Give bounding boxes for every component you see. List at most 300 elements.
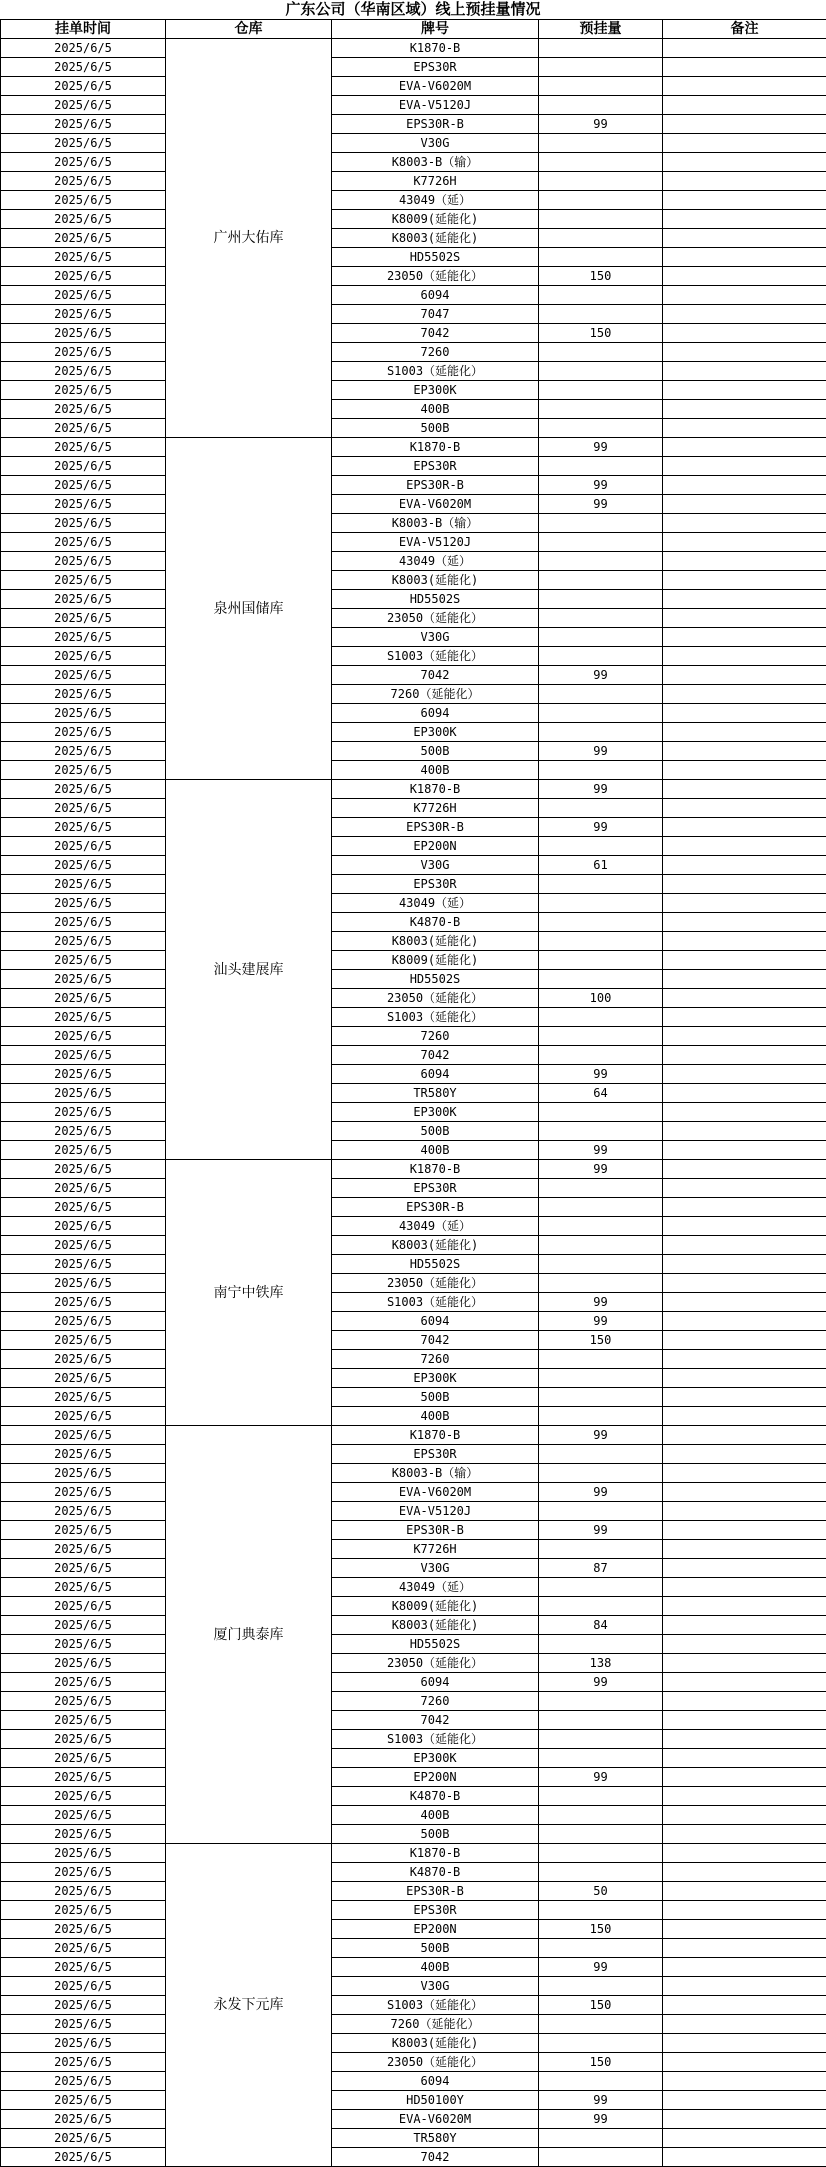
quantity-cell[interactable]: [539, 191, 663, 210]
date-cell[interactable]: 2025/6/5: [1, 1882, 166, 1901]
remark-cell[interactable]: [663, 1464, 826, 1483]
quantity-cell[interactable]: 99: [539, 1160, 663, 1179]
grade-cell[interactable]: EPS30R: [332, 1179, 539, 1198]
quantity-cell[interactable]: [539, 1635, 663, 1654]
quantity-cell[interactable]: [539, 571, 663, 590]
grade-cell[interactable]: 7042: [332, 2148, 539, 2167]
remark-cell[interactable]: [663, 1388, 826, 1407]
remark-cell[interactable]: [663, 1312, 826, 1331]
date-cell[interactable]: 2025/6/5: [1, 58, 166, 77]
remark-cell[interactable]: [663, 1445, 826, 1464]
date-cell[interactable]: 2025/6/5: [1, 1616, 166, 1635]
grade-cell[interactable]: V30G: [332, 628, 539, 647]
quantity-cell[interactable]: [539, 1844, 663, 1863]
date-cell[interactable]: 2025/6/5: [1, 1730, 166, 1749]
quantity-cell[interactable]: [539, 704, 663, 723]
date-cell[interactable]: 2025/6/5: [1, 476, 166, 495]
quantity-cell[interactable]: [539, 590, 663, 609]
quantity-cell[interactable]: [539, 96, 663, 115]
remark-cell[interactable]: [663, 1787, 826, 1806]
grade-cell[interactable]: K1870-B: [332, 438, 539, 457]
grade-cell[interactable]: V30G: [332, 1559, 539, 1578]
grade-cell[interactable]: K8003(延能化): [332, 571, 539, 590]
remark-cell[interactable]: [663, 1179, 826, 1198]
date-cell[interactable]: 2025/6/5: [1, 1217, 166, 1236]
date-cell[interactable]: 2025/6/5: [1, 552, 166, 571]
grade-cell[interactable]: 400B: [332, 1141, 539, 1160]
remark-cell[interactable]: [663, 533, 826, 552]
quantity-cell[interactable]: 99: [539, 2110, 663, 2129]
date-cell[interactable]: 2025/6/5: [1, 1293, 166, 1312]
date-cell[interactable]: 2025/6/5: [1, 1825, 166, 1844]
grade-cell[interactable]: 7260（延能化）: [332, 2015, 539, 2034]
grade-cell[interactable]: 23050（延能化）: [332, 989, 539, 1008]
grade-cell[interactable]: S1003（延能化）: [332, 362, 539, 381]
grade-cell[interactable]: TR580Y: [332, 2129, 539, 2148]
quantity-cell[interactable]: [539, 1274, 663, 1293]
remark-cell[interactable]: [663, 590, 826, 609]
remark-cell[interactable]: [663, 1293, 826, 1312]
quantity-cell[interactable]: 138: [539, 1654, 663, 1673]
remark-cell[interactable]: [663, 229, 826, 248]
quantity-cell[interactable]: [539, 1597, 663, 1616]
date-cell[interactable]: 2025/6/5: [1, 2034, 166, 2053]
grade-cell[interactable]: 7260: [332, 343, 539, 362]
warehouse-cell[interactable]: 厦门典泰库: [166, 1426, 332, 1844]
quantity-cell[interactable]: 99: [539, 666, 663, 685]
quantity-cell[interactable]: [539, 1350, 663, 1369]
date-cell[interactable]: 2025/6/5: [1, 970, 166, 989]
date-cell[interactable]: 2025/6/5: [1, 153, 166, 172]
grade-cell[interactable]: 500B: [332, 419, 539, 438]
grade-cell[interactable]: 23050（延能化）: [332, 1654, 539, 1673]
grade-cell[interactable]: K8009(延能化): [332, 1597, 539, 1616]
grade-cell[interactable]: 6094: [332, 1065, 539, 1084]
grade-cell[interactable]: EVA-V5120J: [332, 533, 539, 552]
date-cell[interactable]: 2025/6/5: [1, 248, 166, 267]
remark-cell[interactable]: [663, 172, 826, 191]
date-cell[interactable]: 2025/6/5: [1, 1977, 166, 1996]
quantity-cell[interactable]: 100: [539, 989, 663, 1008]
quantity-cell[interactable]: 99: [539, 1293, 663, 1312]
remark-cell[interactable]: [663, 552, 826, 571]
date-cell[interactable]: 2025/6/5: [1, 362, 166, 381]
quantity-cell[interactable]: [539, 153, 663, 172]
grade-cell[interactable]: 7260: [332, 1692, 539, 1711]
grade-cell[interactable]: K1870-B: [332, 1160, 539, 1179]
quantity-cell[interactable]: [539, 1578, 663, 1597]
grade-cell[interactable]: S1003（延能化）: [332, 1730, 539, 1749]
quantity-cell[interactable]: 64: [539, 1084, 663, 1103]
grade-cell[interactable]: 7260: [332, 1027, 539, 1046]
remark-cell[interactable]: [663, 400, 826, 419]
warehouse-cell[interactable]: 汕头建展库: [166, 780, 332, 1160]
remark-cell[interactable]: [663, 1065, 826, 1084]
date-cell[interactable]: 2025/6/5: [1, 1806, 166, 1825]
remark-cell[interactable]: [663, 2091, 826, 2110]
grade-cell[interactable]: 7042: [332, 1331, 539, 1350]
date-cell[interactable]: 2025/6/5: [1, 837, 166, 856]
quantity-cell[interactable]: [539, 286, 663, 305]
date-cell[interactable]: 2025/6/5: [1, 989, 166, 1008]
quantity-cell[interactable]: [539, 2015, 663, 2034]
grade-cell[interactable]: K1870-B: [332, 1844, 539, 1863]
quantity-cell[interactable]: 99: [539, 1673, 663, 1692]
grade-cell[interactable]: EPS30R-B: [332, 1521, 539, 1540]
date-cell[interactable]: 2025/6/5: [1, 438, 166, 457]
grade-cell[interactable]: HD5502S: [332, 1255, 539, 1274]
remark-cell[interactable]: [663, 970, 826, 989]
remark-cell[interactable]: [663, 1559, 826, 1578]
remark-cell[interactable]: [663, 514, 826, 533]
date-cell[interactable]: 2025/6/5: [1, 1255, 166, 1274]
date-cell[interactable]: 2025/6/5: [1, 571, 166, 590]
date-cell[interactable]: 2025/6/5: [1, 400, 166, 419]
quantity-cell[interactable]: [539, 1122, 663, 1141]
date-cell[interactable]: 2025/6/5: [1, 685, 166, 704]
quantity-cell[interactable]: [539, 1806, 663, 1825]
grade-cell[interactable]: S1003（延能化）: [332, 1008, 539, 1027]
remark-cell[interactable]: [663, 210, 826, 229]
grade-cell[interactable]: K7726H: [332, 172, 539, 191]
quantity-cell[interactable]: [539, 970, 663, 989]
grade-cell[interactable]: K1870-B: [332, 39, 539, 58]
grade-cell[interactable]: EVA-V6020M: [332, 77, 539, 96]
grade-cell[interactable]: S1003（延能化）: [332, 1996, 539, 2015]
grade-cell[interactable]: 43049（延）: [332, 894, 539, 913]
date-cell[interactable]: 2025/6/5: [1, 1122, 166, 1141]
quantity-cell[interactable]: [539, 1787, 663, 1806]
grade-cell[interactable]: 7260: [332, 1350, 539, 1369]
remark-cell[interactable]: [663, 1122, 826, 1141]
date-cell[interactable]: 2025/6/5: [1, 1065, 166, 1084]
date-cell[interactable]: 2025/6/5: [1, 1445, 166, 1464]
remark-cell[interactable]: [663, 1597, 826, 1616]
date-cell[interactable]: 2025/6/5: [1, 1483, 166, 1502]
quantity-cell[interactable]: [539, 514, 663, 533]
date-cell[interactable]: 2025/6/5: [1, 742, 166, 761]
quantity-cell[interactable]: [539, 932, 663, 951]
remark-cell[interactable]: [663, 913, 826, 932]
date-cell[interactable]: 2025/6/5: [1, 818, 166, 837]
remark-cell[interactable]: [663, 267, 826, 286]
warehouse-cell[interactable]: 广州大佑库: [166, 39, 332, 438]
remark-cell[interactable]: [663, 571, 826, 590]
remark-cell[interactable]: [663, 932, 826, 951]
date-cell[interactable]: 2025/6/5: [1, 229, 166, 248]
remark-cell[interactable]: [663, 1236, 826, 1255]
quantity-cell[interactable]: [539, 1217, 663, 1236]
grade-cell[interactable]: 43049（延）: [332, 1578, 539, 1597]
quantity-cell[interactable]: [539, 2148, 663, 2167]
quantity-cell[interactable]: [539, 1863, 663, 1882]
grade-cell[interactable]: EPS30R-B: [332, 1882, 539, 1901]
date-cell[interactable]: 2025/6/5: [1, 172, 166, 191]
grade-cell[interactable]: EPS30R: [332, 875, 539, 894]
quantity-cell[interactable]: [539, 1236, 663, 1255]
date-cell[interactable]: 2025/6/5: [1, 115, 166, 134]
grade-cell[interactable]: K4870-B: [332, 1863, 539, 1882]
date-cell[interactable]: 2025/6/5: [1, 647, 166, 666]
date-cell[interactable]: 2025/6/5: [1, 1540, 166, 1559]
remark-cell[interactable]: [663, 476, 826, 495]
grade-cell[interactable]: EVA-V6020M: [332, 1483, 539, 1502]
grade-cell[interactable]: 7047: [332, 305, 539, 324]
date-cell[interactable]: 2025/6/5: [1, 761, 166, 780]
quantity-cell[interactable]: [539, 913, 663, 932]
grade-cell[interactable]: EPS30R: [332, 1445, 539, 1464]
remark-cell[interactable]: [663, 704, 826, 723]
remark-cell[interactable]: [663, 438, 826, 457]
date-cell[interactable]: 2025/6/5: [1, 1274, 166, 1293]
quantity-cell[interactable]: [539, 210, 663, 229]
quantity-cell[interactable]: [539, 2129, 663, 2148]
quantity-cell[interactable]: 99: [539, 780, 663, 799]
quantity-cell[interactable]: 87: [539, 1559, 663, 1578]
date-cell[interactable]: 2025/6/5: [1, 1939, 166, 1958]
grade-cell[interactable]: V30G: [332, 1977, 539, 1996]
grade-cell[interactable]: 7042: [332, 1046, 539, 1065]
date-cell[interactable]: 2025/6/5: [1, 1103, 166, 1122]
quantity-cell[interactable]: 99: [539, 2091, 663, 2110]
remark-cell[interactable]: [663, 2148, 826, 2167]
remark-cell[interactable]: [663, 134, 826, 153]
quantity-cell[interactable]: [539, 1749, 663, 1768]
date-cell[interactable]: 2025/6/5: [1, 1407, 166, 1426]
warehouse-cell[interactable]: 永发下元库: [166, 1844, 332, 2167]
remark-cell[interactable]: [663, 1920, 826, 1939]
grade-cell[interactable]: TR580Y: [332, 1084, 539, 1103]
quantity-cell[interactable]: 99: [539, 476, 663, 495]
date-cell[interactable]: 2025/6/5: [1, 1198, 166, 1217]
remark-cell[interactable]: [663, 1350, 826, 1369]
date-cell[interactable]: 2025/6/5: [1, 2015, 166, 2034]
date-cell[interactable]: 2025/6/5: [1, 1996, 166, 2015]
quantity-cell[interactable]: [539, 685, 663, 704]
quantity-cell[interactable]: [539, 229, 663, 248]
remark-cell[interactable]: [663, 191, 826, 210]
quantity-cell[interactable]: [539, 457, 663, 476]
grade-cell[interactable]: EP300K: [332, 381, 539, 400]
grade-cell[interactable]: HD5502S: [332, 248, 539, 267]
remark-cell[interactable]: [663, 1730, 826, 1749]
quantity-cell[interactable]: 150: [539, 1920, 663, 1939]
date-cell[interactable]: 2025/6/5: [1, 286, 166, 305]
quantity-cell[interactable]: [539, 305, 663, 324]
remark-cell[interactable]: [663, 2129, 826, 2148]
date-cell[interactable]: 2025/6/5: [1, 723, 166, 742]
date-cell[interactable]: 2025/6/5: [1, 495, 166, 514]
quantity-cell[interactable]: [539, 628, 663, 647]
grade-cell[interactable]: EP200N: [332, 837, 539, 856]
quantity-cell[interactable]: [539, 1445, 663, 1464]
grade-cell[interactable]: 7042: [332, 1711, 539, 1730]
date-cell[interactable]: 2025/6/5: [1, 1958, 166, 1977]
grade-cell[interactable]: 500B: [332, 742, 539, 761]
warehouse-cell[interactable]: 南宁中铁库: [166, 1160, 332, 1426]
grade-cell[interactable]: 500B: [332, 1122, 539, 1141]
date-cell[interactable]: 2025/6/5: [1, 609, 166, 628]
remark-cell[interactable]: [663, 723, 826, 742]
grade-cell[interactable]: 23050（延能化）: [332, 1274, 539, 1293]
date-cell[interactable]: 2025/6/5: [1, 590, 166, 609]
date-cell[interactable]: 2025/6/5: [1, 210, 166, 229]
grade-cell[interactable]: K8003(延能化): [332, 1616, 539, 1635]
quantity-cell[interactable]: [539, 723, 663, 742]
date-cell[interactable]: 2025/6/5: [1, 704, 166, 723]
remark-cell[interactable]: [663, 153, 826, 172]
grade-cell[interactable]: 500B: [332, 1388, 539, 1407]
remark-cell[interactable]: [663, 1711, 826, 1730]
quantity-cell[interactable]: [539, 647, 663, 666]
quantity-cell[interactable]: 150: [539, 1996, 663, 2015]
quantity-cell[interactable]: 99: [539, 1483, 663, 1502]
remark-cell[interactable]: [663, 1939, 826, 1958]
grade-cell[interactable]: 6094: [332, 1673, 539, 1692]
remark-cell[interactable]: [663, 1749, 826, 1768]
remark-cell[interactable]: [663, 115, 826, 134]
grade-cell[interactable]: K4870-B: [332, 1787, 539, 1806]
date-cell[interactable]: 2025/6/5: [1, 1692, 166, 1711]
quantity-cell[interactable]: [539, 1977, 663, 1996]
grade-cell[interactable]: 6094: [332, 1312, 539, 1331]
remark-cell[interactable]: [663, 1635, 826, 1654]
grade-cell[interactable]: 43049（延）: [332, 552, 539, 571]
date-cell[interactable]: 2025/6/5: [1, 533, 166, 552]
date-cell[interactable]: 2025/6/5: [1, 1046, 166, 1065]
date-cell[interactable]: 2025/6/5: [1, 191, 166, 210]
quantity-cell[interactable]: 99: [539, 818, 663, 837]
quantity-cell[interactable]: [539, 419, 663, 438]
grade-cell[interactable]: EP300K: [332, 723, 539, 742]
remark-cell[interactable]: [663, 1825, 826, 1844]
date-cell[interactable]: 2025/6/5: [1, 419, 166, 438]
grade-cell[interactable]: 400B: [332, 1806, 539, 1825]
remark-cell[interactable]: [663, 1084, 826, 1103]
grade-cell[interactable]: EP200N: [332, 1920, 539, 1939]
quantity-cell[interactable]: [539, 761, 663, 780]
remark-cell[interactable]: [663, 1673, 826, 1692]
grade-cell[interactable]: K8009(延能化): [332, 210, 539, 229]
quantity-cell[interactable]: [539, 400, 663, 419]
quantity-cell[interactable]: [539, 1388, 663, 1407]
remark-cell[interactable]: [663, 2110, 826, 2129]
quantity-cell[interactable]: 150: [539, 1331, 663, 1350]
grade-cell[interactable]: 400B: [332, 400, 539, 419]
date-cell[interactable]: 2025/6/5: [1, 2053, 166, 2072]
quantity-cell[interactable]: 99: [539, 1065, 663, 1084]
date-cell[interactable]: 2025/6/5: [1, 1597, 166, 1616]
grade-cell[interactable]: EPS30R: [332, 58, 539, 77]
quantity-cell[interactable]: 84: [539, 1616, 663, 1635]
remark-cell[interactable]: [663, 362, 826, 381]
remark-cell[interactable]: [663, 818, 826, 837]
remark-cell[interactable]: [663, 1274, 826, 1293]
grade-cell[interactable]: 7042: [332, 666, 539, 685]
quantity-cell[interactable]: [539, 381, 663, 400]
grade-cell[interactable]: K8003(延能化): [332, 2034, 539, 2053]
date-cell[interactable]: 2025/6/5: [1, 1787, 166, 1806]
date-cell[interactable]: 2025/6/5: [1, 666, 166, 685]
quantity-cell[interactable]: 99: [539, 115, 663, 134]
remark-cell[interactable]: [663, 1027, 826, 1046]
remark-cell[interactable]: [663, 1863, 826, 1882]
remark-cell[interactable]: [663, 1654, 826, 1673]
quantity-cell[interactable]: 99: [539, 1958, 663, 1977]
quantity-cell[interactable]: 150: [539, 267, 663, 286]
quantity-cell[interactable]: [539, 362, 663, 381]
quantity-cell[interactable]: 99: [539, 742, 663, 761]
grade-cell[interactable]: 23050（延能化）: [332, 2053, 539, 2072]
quantity-cell[interactable]: [539, 1198, 663, 1217]
date-cell[interactable]: 2025/6/5: [1, 2091, 166, 2110]
grade-cell[interactable]: 6094: [332, 2072, 539, 2091]
remark-cell[interactable]: [663, 742, 826, 761]
remark-cell[interactable]: [663, 343, 826, 362]
remark-cell[interactable]: [663, 1692, 826, 1711]
grade-cell[interactable]: 500B: [332, 1825, 539, 1844]
quantity-cell[interactable]: [539, 609, 663, 628]
date-cell[interactable]: 2025/6/5: [1, 2148, 166, 2167]
remark-cell[interactable]: [663, 1160, 826, 1179]
grade-cell[interactable]: EPS30R: [332, 1901, 539, 1920]
remark-cell[interactable]: [663, 951, 826, 970]
grade-cell[interactable]: K8003(延能化): [332, 932, 539, 951]
date-cell[interactable]: 2025/6/5: [1, 1141, 166, 1160]
grade-cell[interactable]: EVA-V6020M: [332, 495, 539, 514]
date-cell[interactable]: 2025/6/5: [1, 1920, 166, 1939]
date-cell[interactable]: 2025/6/5: [1, 951, 166, 970]
remark-cell[interactable]: [663, 1768, 826, 1787]
date-cell[interactable]: 2025/6/5: [1, 39, 166, 58]
remark-cell[interactable]: [663, 1141, 826, 1160]
remark-cell[interactable]: [663, 1521, 826, 1540]
remark-cell[interactable]: [663, 1198, 826, 1217]
date-cell[interactable]: 2025/6/5: [1, 1008, 166, 1027]
date-cell[interactable]: 2025/6/5: [1, 1312, 166, 1331]
date-cell[interactable]: 2025/6/5: [1, 932, 166, 951]
grade-cell[interactable]: EPS30R-B: [332, 476, 539, 495]
remark-cell[interactable]: [663, 1255, 826, 1274]
date-cell[interactable]: 2025/6/5: [1, 780, 166, 799]
date-cell[interactable]: 2025/6/5: [1, 628, 166, 647]
date-cell[interactable]: 2025/6/5: [1, 1236, 166, 1255]
quantity-cell[interactable]: 61: [539, 856, 663, 875]
date-cell[interactable]: 2025/6/5: [1, 1502, 166, 1521]
grade-cell[interactable]: K7726H: [332, 1540, 539, 1559]
quantity-cell[interactable]: [539, 1711, 663, 1730]
quantity-cell[interactable]: 99: [539, 1768, 663, 1787]
remark-cell[interactable]: [663, 495, 826, 514]
quantity-cell[interactable]: [539, 951, 663, 970]
date-cell[interactable]: 2025/6/5: [1, 1863, 166, 1882]
remark-cell[interactable]: [663, 1578, 826, 1597]
date-cell[interactable]: 2025/6/5: [1, 1084, 166, 1103]
date-cell[interactable]: 2025/6/5: [1, 1027, 166, 1046]
date-cell[interactable]: 2025/6/5: [1, 1844, 166, 1863]
remark-cell[interactable]: [663, 1540, 826, 1559]
remark-cell[interactable]: [663, 1958, 826, 1977]
grade-cell[interactable]: 23050（延能化）: [332, 609, 539, 628]
grade-cell[interactable]: S1003（延能化）: [332, 1293, 539, 1312]
quantity-cell[interactable]: [539, 248, 663, 267]
date-cell[interactable]: 2025/6/5: [1, 77, 166, 96]
quantity-cell[interactable]: [539, 1464, 663, 1483]
quantity-cell[interactable]: [539, 1103, 663, 1122]
quantity-cell[interactable]: 99: [539, 1312, 663, 1331]
remark-cell[interactable]: [663, 2072, 826, 2091]
remark-cell[interactable]: [663, 305, 826, 324]
